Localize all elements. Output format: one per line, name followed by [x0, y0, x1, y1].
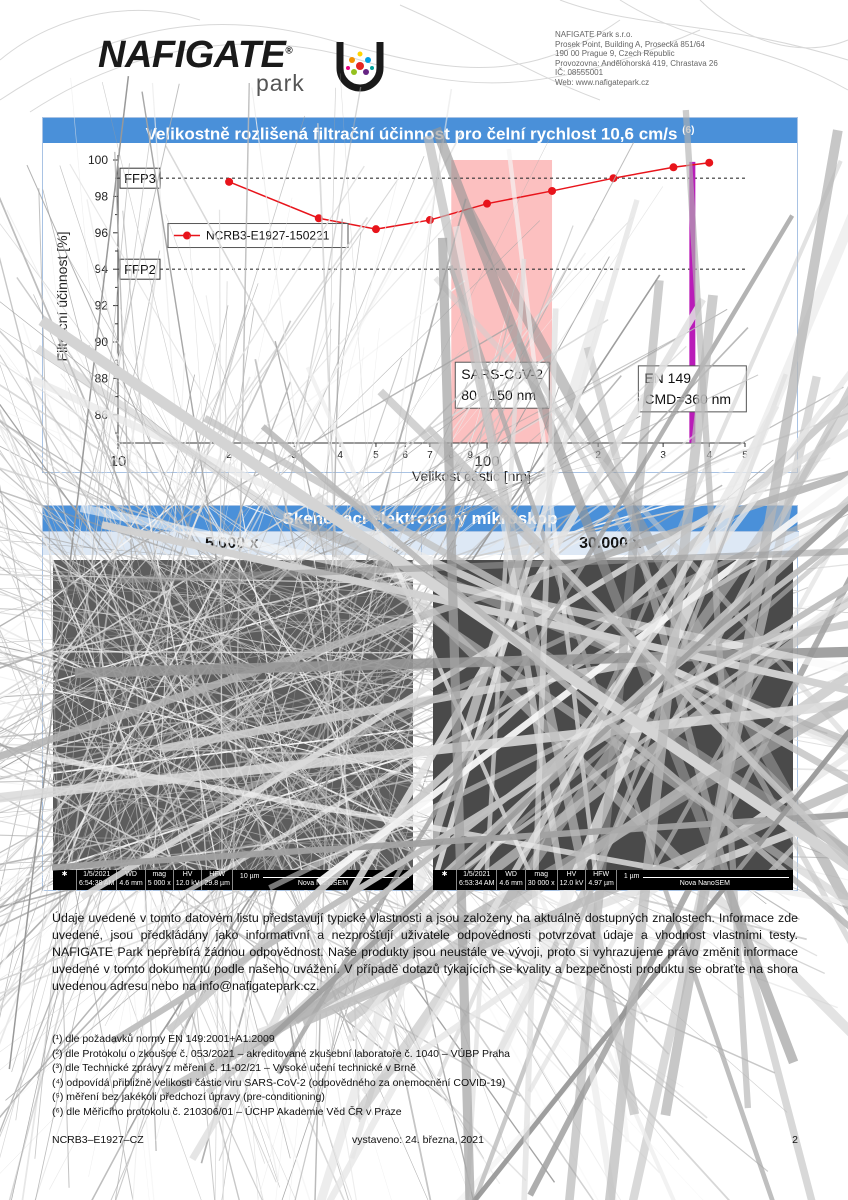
sem-panel [42, 505, 798, 891]
x-minor-tick-label: 4 [337, 450, 343, 461]
company-address [555, 30, 718, 87]
y-axis-label: Filtrační účinnost [%] [54, 231, 70, 362]
company-line: Web: www.nafigatepark.cz [555, 77, 650, 87]
y-tick-label: 96 [94, 225, 108, 240]
sars-label-line: SARS-CoV-2 [461, 366, 543, 383]
y-tick-label: 98 [94, 189, 108, 204]
company-line: Provozovna: Andělohorská 419, Chrastava 26 [555, 58, 718, 68]
sars-label-line: 80 - 150 nm [461, 387, 537, 404]
en149-label-line: CMD=360 nm [644, 390, 732, 407]
logo-subtitle: park [256, 70, 305, 96]
sem-hfw: HFW 4.97 µm [586, 870, 616, 890]
issue-date: vystaveno: 24. března, 2021 [352, 1134, 484, 1146]
logo-mark-icon [332, 36, 388, 92]
footnote: (⁵) měření bez jakékoli předchozí úpravy (pre-conditioning) [52, 1091, 325, 1103]
y-tick-label: 88 [94, 371, 108, 386]
x-major-tick-label: 100 [474, 453, 500, 470]
filtration-chart-panel [42, 117, 798, 484]
footnote: (³) dle Technické zprávy z měření č. 11-02/21 – Vysoké učení technické v Brně [52, 1062, 416, 1074]
x-minor-tick-label: 3 [660, 450, 666, 461]
sem-wd: WD 4.6 mm [117, 870, 145, 890]
sem-datetime: 1/5/2021 6:53:34 AM [457, 870, 497, 890]
chart-panel-title: Velikostně rozlišená filtrační účinnost pro čelní rychlost 10,6 cm/s [43, 118, 797, 143]
footnotes [52, 1032, 510, 1119]
data-point [548, 187, 556, 195]
sem-scale: 1 µm Nova NanoSEM [617, 870, 793, 890]
sem-image-5000x [53, 560, 413, 890]
data-point [483, 200, 491, 208]
nafigate-logo [88, 30, 388, 100]
fei-logo-icon: ✱ [53, 870, 77, 890]
footnote: (⁴) odpovídá přibližně velikosti částic viru SARS-CoV-2 (odpovědného za onemocnění COVID-19) [52, 1076, 506, 1089]
company-line: Prosek Point, Building A, Prosecká 851/64 [555, 39, 705, 49]
sem-hv: HV 12.0 kV [174, 870, 203, 890]
company-line: IČ: 08555001 [555, 68, 604, 77]
y-tick-label: 100 [87, 153, 108, 167]
data-point [705, 159, 713, 167]
reference-label-ffp3: FFP3 [124, 171, 156, 187]
header [0, 0, 848, 112]
data-point [225, 178, 233, 186]
x-axis-label: Velikost částic [nm] [411, 468, 532, 484]
sem-scale: 10 µm [233, 870, 413, 890]
en149-label-line: EN 149 [644, 369, 692, 386]
footnote: (¹) dle požadavků normy EN 149:2001+A1:2009 [52, 1033, 275, 1045]
data-point [372, 225, 380, 233]
y-tick-label: 86 [94, 407, 108, 422]
logo-wordmark: NAFIGATE® [98, 34, 293, 76]
footnote: (²) dle Protokolu o zkoušce č. 053/2021 – akreditované zkušební laboratoře č. 1040 – VÚBP Praha [52, 1047, 510, 1060]
company-line: 190 00 Prague 9, Czech Republic [555, 49, 675, 58]
legend-marker [183, 232, 191, 240]
fei-logo-icon: ✱ [433, 870, 457, 890]
y-tick-label: 90 [94, 335, 108, 349]
x-minor-tick-label: 7 [427, 450, 433, 461]
x-minor-tick-label: 6 [402, 450, 408, 461]
x-minor-tick-label: 9 [467, 450, 473, 461]
sem-mag: mag 5 000 x [146, 870, 174, 890]
sem-mag: mag 30 000 x [526, 870, 558, 890]
sem-wd: WD 4.6 mm [497, 870, 525, 890]
document-id: NCRB3–E1927–CZ [52, 1134, 144, 1146]
sem-hv: HV 12.0 kV [558, 870, 587, 890]
sem-datetime: 1/5/2021 6:54:38 AM [77, 870, 117, 890]
disclaimer-text: Údaje uvedené v tomto datovém listu představují typické vlastnosti a jsou založeny na aktuálně dostupných znalostech. Informace zde uvedené, jsou předkládány jako informativní a nezprošťují uživatele odpovědnosti potvrzovat údaje a vhodnost vlastními testy. NAFIGATE Park nepřebírá žádnou odpovědnost. Naše produkty jsou neustále ve vývoji, proto si vyhrazujeme právo změnit informace uvedené v tomto dokumentu podle našeho uvážení. V případě dotazů týkajících se kvality a bezpečnosti produktu se obraťte na shora uvedenou adresu nebo na info@nafigatepark.cz. [52, 911, 798, 993]
sem-info-bar [433, 870, 793, 890]
page-number: 2 [792, 1134, 798, 1146]
footnote: (⁶) dle Měřicího protokolu č. 210306/01 – ÚCHP Akademie Věd ČR v Praze [52, 1105, 402, 1118]
company-line: NAFIGATE Park s.r.o. [555, 30, 633, 39]
x-minor-tick-label: 5 [373, 450, 379, 461]
x-minor-tick-label: 2 [226, 450, 232, 461]
magnification-label: 30.000 x [421, 531, 800, 555]
sem-hfw: 29.8 µm [202, 870, 232, 890]
nanofiber-texture [433, 560, 793, 870]
sem-image-30000x [433, 560, 793, 890]
reference-label-ffp2: FFP2 [124, 262, 156, 278]
filtration-efficiency-chart [43, 143, 797, 484]
data-point [669, 163, 677, 171]
